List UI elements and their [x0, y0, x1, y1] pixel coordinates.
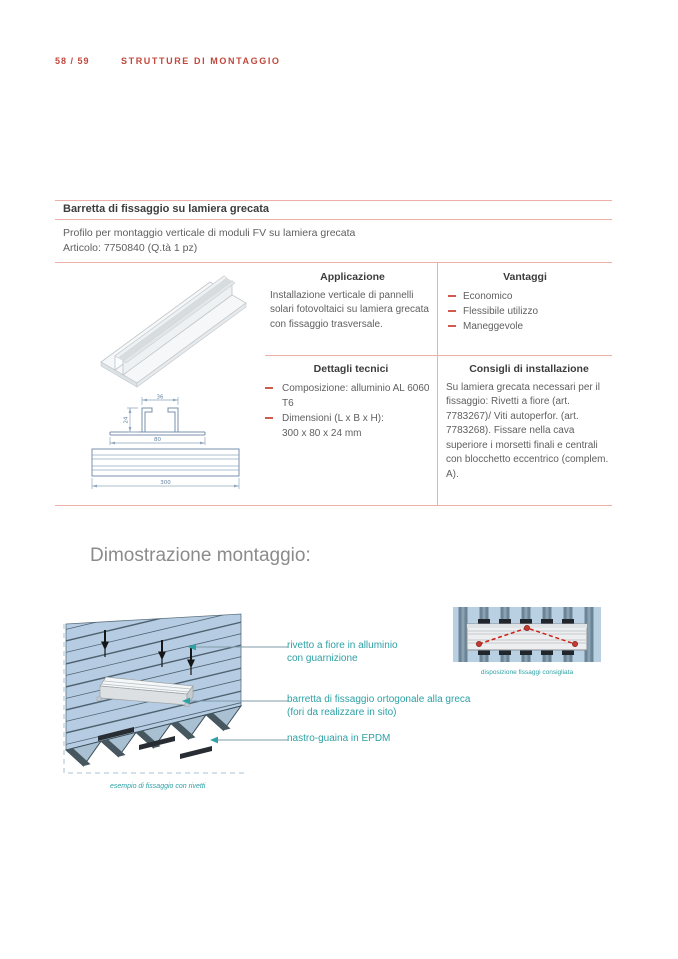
label-barretta-line2: (fori da realizzare in sito): [287, 706, 397, 718]
profile-side-drawing: [88, 447, 243, 492]
profile-3d-drawing: [93, 266, 248, 391]
page-number: 58 / 59: [55, 56, 90, 66]
table-divider-vertical: [437, 262, 438, 505]
label-nastro-line1: nastro-guaina in EPDM: [287, 733, 391, 744]
dim-300-label: 300: [160, 480, 171, 486]
label-barretta: [287, 694, 470, 719]
cell-applicazione: [270, 270, 435, 332]
profile-section-drawing: [100, 392, 215, 447]
dettagli-item: [265, 381, 437, 411]
product-description: Profilo per montaggio verticale di moduli FV su lamiera grecata: [63, 227, 356, 239]
applicazione-text: Installazione verticale di pannelli solari fotovoltaici su lamiera grecata con fissaggio trasversale.: [270, 289, 429, 330]
table-border-bottom: [55, 505, 612, 506]
cell-consigli: [446, 362, 612, 482]
mounting-illustration: [62, 608, 292, 780]
dim-36-label: 36: [156, 394, 164, 401]
label-rivetto-line1: rivetto a fiore in alluminio: [287, 640, 398, 651]
dash-bullet-icon: [445, 319, 463, 327]
dettagli-title: Dettagli tecnici: [313, 363, 389, 375]
vantaggi-item: [445, 319, 605, 334]
vantaggi-item: [445, 304, 605, 319]
vantaggi-item-label: Flessibile utilizzo: [463, 305, 539, 317]
dettagli-item: [265, 411, 437, 426]
cell-vantaggi: [445, 270, 605, 334]
consigli-title: Consigli di installazione: [469, 363, 589, 375]
dim-80-label: 80: [154, 437, 161, 443]
section-title: STRUTTURE DI MONTAGGIO: [121, 56, 281, 66]
dash-bullet-icon: [265, 381, 282, 389]
rule-under-title: [55, 219, 612, 220]
dash-bullet-icon: [265, 411, 282, 419]
rule-top: [55, 200, 612, 201]
vantaggi-title: Vantaggi: [503, 271, 547, 283]
label-rivetto-line2: con guarnizione: [287, 652, 358, 664]
vantaggi-item-label: Maneggevole: [463, 320, 524, 332]
applicazione-title: Applicazione: [320, 271, 385, 283]
demo-heading: Dimostrazione montaggio:: [90, 545, 311, 566]
info-table: [55, 262, 612, 505]
dash-bullet-icon: [445, 289, 463, 297]
caption-example: esempio di fissaggio con rivetti: [110, 783, 206, 790]
label-rivetto: [287, 640, 398, 665]
consigli-text: Su lamiera grecata necessari per il fissaggio: Rivetti a fiore (art. 7783267)/ Viti autoperfor. (art. 7783268). Fissare nella cava superiore i morsetti finali e centrali con blocchetto eccentrico (complem. A).: [446, 381, 609, 480]
fastening-layout-illustration: [453, 607, 601, 662]
vantaggi-item: [445, 289, 605, 304]
product-title: Barretta di fissaggio su lamiera grecata: [63, 203, 270, 215]
product-article: Articolo: 7750840 (Q.tà 1 pz): [63, 242, 198, 254]
table-border-top: [55, 262, 612, 263]
label-nastro: [287, 733, 390, 746]
dettagli-item-label: Dimensioni (L x B x H):: [282, 412, 384, 424]
caption-layout: disposizione fissaggi consigliata: [480, 669, 574, 676]
vantaggi-item-label: Economico: [463, 290, 513, 302]
dash-bullet-icon: [445, 304, 463, 312]
dettagli-item-label: Composizione: alluminio AL 6060 T6: [282, 382, 430, 409]
table-border-middle: [265, 355, 612, 356]
label-barretta-line1: barretta di fissaggio ortogonale alla greca: [287, 694, 471, 705]
dettagli-dimensions-value: 300 x 80 x 24 mm: [282, 427, 362, 439]
cell-dettagli-tecnici: [265, 362, 437, 441]
dim-24-label: 24: [123, 416, 130, 424]
